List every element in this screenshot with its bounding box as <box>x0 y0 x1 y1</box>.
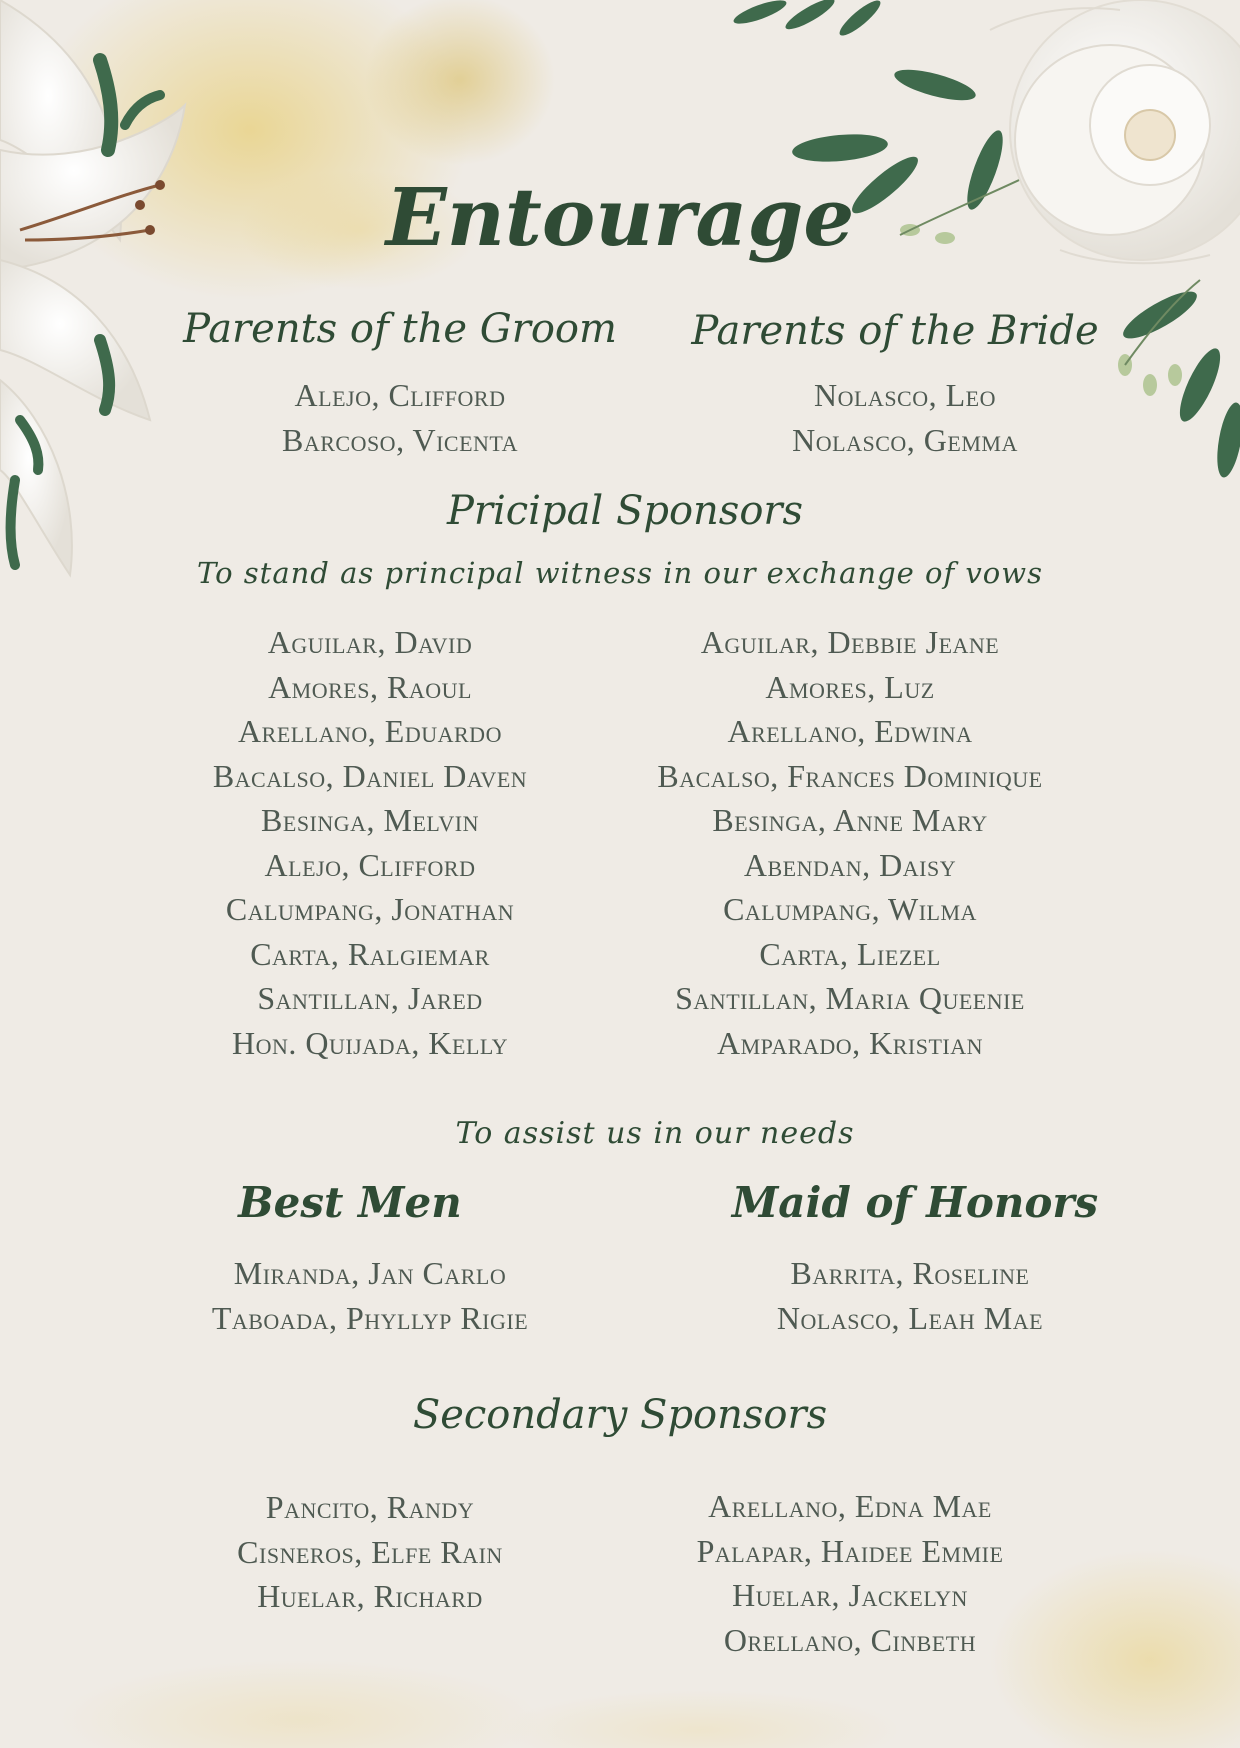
list-item: Calumpang, Wilma <box>723 891 977 927</box>
list-item: Palapar, Haidee Emmie <box>696 1532 1004 1569</box>
list-item: Barrita, Roseline <box>790 1255 1030 1291</box>
list-item: Amparado, Kristian <box>717 1024 983 1061</box>
list-item: Aguilar, David <box>267 624 473 660</box>
assist-subtitle: To assist us in our needs <box>455 1116 855 1151</box>
list-item: Carta, Ralgiemar <box>250 935 490 972</box>
parents-groom-heading: Parents of the Groom <box>183 306 617 352</box>
list-item: Miranda, Jan Carlo <box>233 1255 507 1291</box>
parents-groom-list <box>150 373 650 462</box>
list-item: Bacalso, Frances Dominique <box>657 757 1043 794</box>
list-item: Besinga, Melvin <box>261 802 479 838</box>
list-item: Amores, Luz <box>765 668 935 705</box>
principal-sponsors-right-list <box>590 620 1110 1065</box>
best-men-list <box>150 1251 590 1340</box>
list-item: Bacalso, Daniel Daven <box>212 757 528 794</box>
list-item: Arellano, Edna Mae <box>708 1488 992 1524</box>
list-item: Taboada, Phyllyp Rigie <box>211 1299 529 1336</box>
list-item: Abendan, Daisy <box>743 846 957 883</box>
list-item: Amores, Raoul <box>268 668 472 705</box>
parents-bride-list <box>655 373 1155 462</box>
secondary-sponsors-heading: Secondary Sponsors <box>412 1392 828 1438</box>
list-item: Santillan, Jared <box>257 980 483 1016</box>
secondary-sponsors-right-list <box>630 1484 1070 1662</box>
list-item: Arellano, Edwina <box>727 713 973 749</box>
list-item: Huelar, Richard <box>257 1578 483 1614</box>
list-item: Pancito, Randy <box>265 1489 475 1525</box>
list-item: Orellano, Cinbeth <box>723 1621 977 1658</box>
maid-of-honors-heading: Maid of Honors <box>731 1178 1099 1227</box>
page-title: Entourage <box>385 170 855 264</box>
list-item: Alejo, Clifford <box>294 377 506 413</box>
secondary-sponsors-left-list <box>150 1485 590 1619</box>
list-item: Hon. Quijada, Kelly <box>231 1024 509 1061</box>
principal-sponsors-heading: Pricipal Sponsors <box>446 488 804 534</box>
list-item: Nolasco, Leo <box>814 377 996 413</box>
parents-bride-heading: Parents of the Bride <box>691 308 1099 354</box>
list-item: Besinga, Anne Mary <box>712 802 988 838</box>
best-men-heading: Best Men <box>238 1178 462 1227</box>
list-item: Nolasco, Leah Mae <box>776 1299 1044 1336</box>
principal-sponsors-left-list <box>150 620 590 1065</box>
list-item: Calumpang, Jonathan <box>225 891 515 927</box>
list-item: Alejo, Clifford <box>264 846 476 883</box>
list-item: Arellano, Eduardo <box>238 713 502 749</box>
list-item: Huelar, Jackelyn <box>732 1577 968 1613</box>
maid-of-honors-list <box>690 1251 1130 1340</box>
list-item: Aguilar, Debbie Jeane <box>700 624 1000 660</box>
list-item: Carta, Liezel <box>759 935 941 972</box>
list-item: Nolasco, Gemma <box>792 421 1018 458</box>
list-item: Barcoso, Vicenta <box>281 421 518 458</box>
principal-sponsors-subtitle: To stand as principal witness in our exchange of vows <box>197 556 1043 590</box>
list-item: Cisneros, Elfe Rain <box>237 1533 503 1570</box>
list-item: Santillan, Maria Queenie <box>675 980 1025 1016</box>
